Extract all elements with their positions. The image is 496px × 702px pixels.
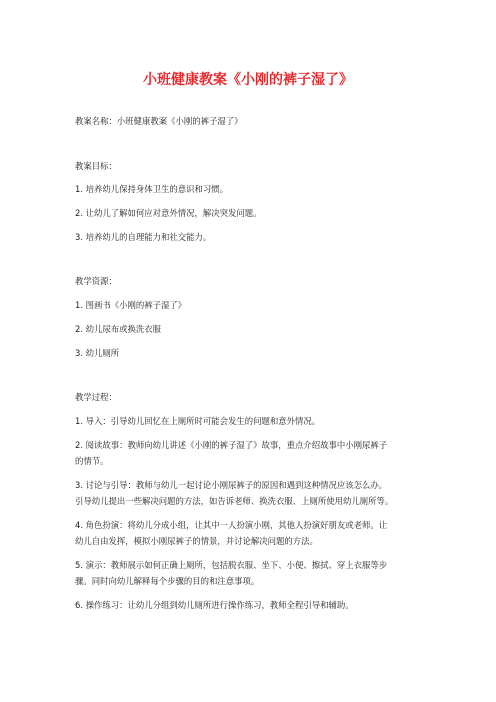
resource-item: 3. 幼儿厕所 <box>75 348 120 358</box>
process-line: 1. 导入：引导幼儿回忆在上厕所时可能会发生的问题和意外情况。 <box>75 416 321 426</box>
process-line: 2. 阅读故事：教师向幼儿讲述《小刚的裤子湿了》故事，重点介绍故事中小刚尿裤子 <box>75 440 388 450</box>
goal-item: 1. 培养幼儿保持身体卫生的意识和习惯。 <box>75 184 229 194</box>
process-line: 骤。同时向幼儿解释每个步骤的目的和注意事项。 <box>75 576 260 586</box>
resource-item: 1. 图画书《小刚的裤子湿了》 <box>75 300 187 310</box>
process-line: 的情节。 <box>75 456 109 466</box>
lesson-name-line: 教案名称：小班健康教案《小刚的裤子湿了》 <box>75 116 243 126</box>
resource-item: 2. 幼儿尿布或换洗衣服 <box>75 324 162 334</box>
process-line: 4. 角色扮演：将幼儿分成小组，让其中一人扮演小刚，其他人扮演好朋友或老师。让 <box>75 520 388 530</box>
process-line: 引导幼儿提出一些解决问题的方法，如告诉老师、换洗衣服、上厕所使用幼儿厕所等。 <box>75 496 394 506</box>
process-heading: 教学过程： <box>75 392 117 402</box>
goals-heading: 教案目标： <box>75 161 117 171</box>
document-title: 小班健康教案《小刚的裤子湿了》 <box>143 72 353 88</box>
goal-item: 3. 培养幼儿的自理能力和社交能力。 <box>75 232 212 242</box>
process-line: 6. 操作练习：让幼儿分组到幼儿厕所进行操作练习，教师全程引导和辅助。 <box>75 600 354 610</box>
process-line: 幼儿自由发挥，模拟小刚尿裤子的情景，并讨论解决问题的方法。 <box>75 536 318 546</box>
resources-heading: 教学资源： <box>75 276 117 286</box>
process-line: 5. 演示：教师展示如何正确上厕所，包括脱衣服、坐下、小便、擦拭、穿上衣服等步 <box>75 560 388 570</box>
process-line: 3. 讨论与引导：教师与幼儿一起讨论小刚尿裤子的原因和遇到这种情况应该怎么办。 <box>75 480 388 490</box>
goal-item: 2. 让幼儿了解如何应对意外情况，解决突发问题。 <box>75 208 262 218</box>
